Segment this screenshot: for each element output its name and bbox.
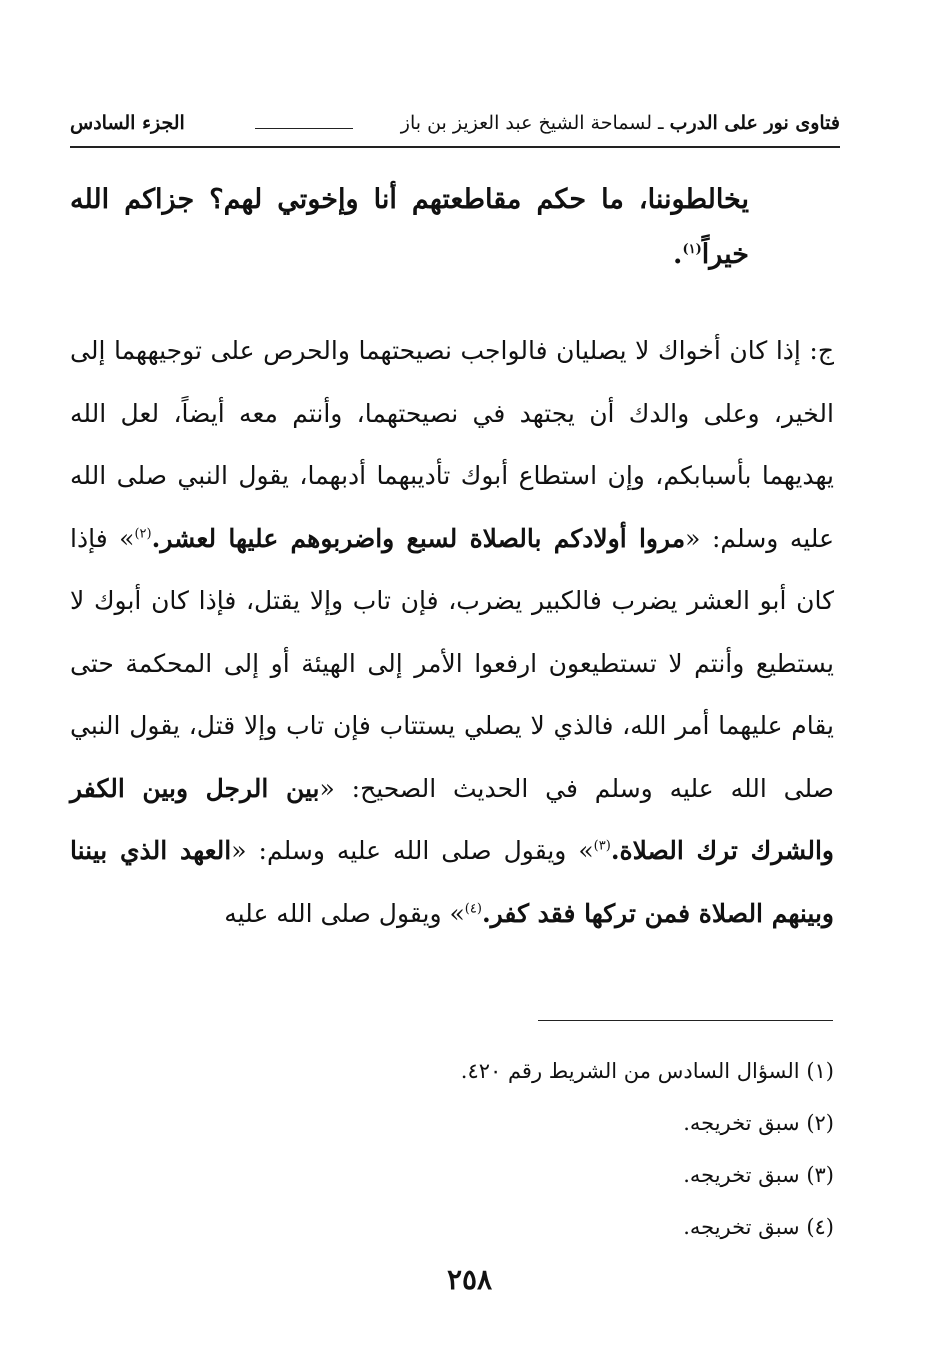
- footnote: (٣) سبق تخريجه.: [683, 1163, 834, 1187]
- footnote-ref: (٤): [464, 901, 482, 917]
- answer-text: [70, 320, 834, 945]
- question-text: [70, 172, 749, 282]
- footnote-ref: (٣): [593, 838, 611, 854]
- answer-part: ج: إذا كان أخواك لا يصليان فالواجب نصيحتهما والحرص على توجيههما إلى الخير، وعلى والدك أن يجتهد في نصيحتهما، وأنتم معه أيضاً، لعل الله يهديهما بأسبابكم، وإن استطاع أبوك تأديبهما أدبهما، يقول النبي صلى الله عليه وسلم: «: [70, 336, 835, 553]
- footnote-ref: (١): [682, 242, 702, 257]
- answer-part: » ويقول صلى الله عليه: [224, 898, 465, 928]
- footnotes: [234, 1045, 834, 1253]
- header-dash-rule: [255, 128, 353, 129]
- running-header: [70, 112, 840, 152]
- footnote-ref: (٢): [134, 526, 152, 542]
- footnote-separator: [538, 1020, 833, 1021]
- volume-label: الجزء السادس: [70, 112, 185, 134]
- answer-part: » ويقول صلى الله عليه وسلم: «: [231, 836, 594, 865]
- hadith-quote: العهد الذي بيننا وبينهم الصلاة فمن تركها فقد كفر.: [70, 836, 834, 928]
- question-body: يخالطوننا، ما حكم مقاطعتهم أنا وإخوتي لهم؟ جزاكم الله خيراً: [70, 184, 749, 270]
- author-name: ـ لسماحة الشيخ عبد العزيز بن باز: [400, 112, 664, 134]
- header-divider: [70, 146, 840, 148]
- footnote: (٤) سبق تخريجه.: [683, 1215, 834, 1239]
- page-number: ٢٥٨: [446, 1263, 493, 1296]
- header-title: [401, 112, 840, 134]
- answer-part: » فإذا كان أبو العشر يضرب فالكبير يضرب، فإن تاب وإلا يقتل، فإذا كان أبوك لا يستطيع وأنتم لا تستطيعون ارفعوا الأمر إلى الهيئة أو إلى المحكمة حتى يقام عليهما أمر الله، فالذي لا يصلي يستتاب فإن تاب وإلا قتل، يقول النبي صلى الله عليه وسلم في الحديث الصحيح: «: [70, 523, 835, 803]
- hadith-quote: مروا أولادكم بالصلاة لسبع واضربوهم عليها لعشر.: [151, 523, 686, 553]
- footnote: (١) السؤال السادس من الشريط رقم ٤٢٠.: [460, 1059, 834, 1083]
- footnote: (٢) سبق تخريجه.: [683, 1111, 834, 1135]
- question-end: .: [673, 239, 683, 270]
- hadith-quote: بين الرجل وبين الكفر والشرك ترك الصلاة.: [70, 773, 834, 865]
- book-title: فتاوى نور على الدرب: [669, 112, 840, 134]
